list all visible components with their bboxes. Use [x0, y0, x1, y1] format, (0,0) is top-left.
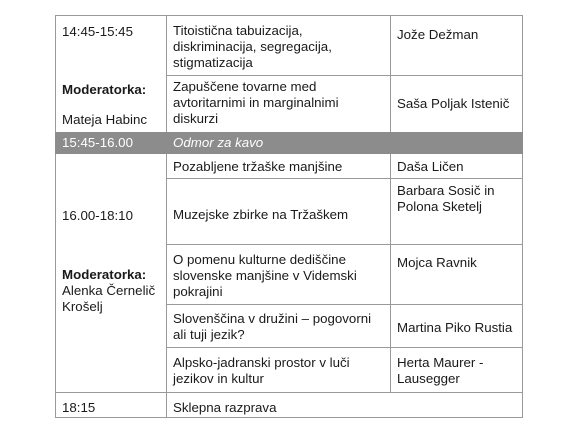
speaker-line: Barbara Sosič in	[397, 183, 495, 198]
table-border-bottom	[55, 417, 523, 418]
session2-talk-4-title	[167, 311, 371, 343]
row-divider	[166, 304, 523, 305]
session2-talk-4-speaker: Martina Piko Rustia	[397, 320, 513, 335]
title-line: Titoistična tabuizacija,	[173, 23, 303, 38]
title-line: stigmatizacija	[173, 55, 253, 70]
session2-talk-2-title: Muzejske zbirke na Tržaškem	[173, 207, 349, 222]
title-line: jezikov in kultur	[173, 371, 264, 386]
row-divider	[55, 392, 523, 393]
closing-time: 18:15	[62, 400, 96, 415]
title-line: pokrajini	[173, 284, 223, 299]
moderator-name-line: Krošelj	[62, 299, 103, 314]
session2-moderator-title: Moderatorka:	[62, 267, 147, 282]
session2-talk-1-title: Pozabljene tržaške manjšine	[173, 159, 343, 174]
break-label: Odmor za kavo	[173, 135, 264, 150]
session2-talk-3-speaker: Mojca Ravnik	[397, 255, 477, 270]
speaker-line: Herta Maurer -	[397, 355, 484, 370]
title-line: O pomenu kulturne dediščine	[173, 252, 346, 267]
session2-talk-3-title	[167, 252, 357, 300]
title-line: Slovenščina v družini – pogovorni	[173, 311, 372, 326]
title-line: diskurzi	[173, 111, 219, 126]
table-border-top	[55, 15, 523, 16]
row-divider	[166, 244, 523, 245]
title-line: Zapuščene tovarne med	[173, 79, 317, 94]
title-line: slovenske manjšine v Videmski	[173, 268, 357, 283]
row-divider	[166, 347, 523, 348]
moderator-name-line: Alenka Černelič	[62, 283, 156, 298]
session1-talk-2-title	[167, 79, 339, 127]
session1-talk-1-speaker: Jože Dežman	[397, 27, 479, 42]
session1-time: 14:45-15:45	[62, 24, 133, 39]
closing-label: Sklepna razprava	[173, 400, 277, 415]
session1-moderator-name: Mateja Habinc	[62, 112, 147, 127]
speaker-line: Lausegger	[397, 371, 460, 386]
title-line: diskriminacija, segregacija,	[173, 39, 332, 54]
break-time: 15:45-16.00	[62, 135, 133, 150]
session1-talk-1-title	[167, 23, 332, 71]
session1-moderator-title: Moderatorka:	[62, 82, 147, 97]
row-divider	[166, 75, 523, 76]
speaker-line: Polona Sketelj	[397, 199, 483, 214]
row-divider	[166, 178, 523, 179]
session2-moderator-name	[56, 283, 155, 315]
title-line: avtoritarnimi in marginalnimi	[173, 95, 339, 110]
session2-talk-5-title	[167, 355, 350, 387]
session2-talk-1-speaker: Daša Ličen	[397, 159, 464, 174]
session2-time: 16.00-18:10	[62, 208, 133, 223]
session2-talk-2-speaker	[391, 183, 495, 215]
session1-talk-2-speaker: Saša Poljak Istenič	[397, 96, 510, 111]
title-line: ali tuji jezik?	[173, 327, 245, 342]
session2-talk-5-speaker	[391, 355, 483, 387]
title-line: Alpsko-jadranski prostor v luči	[173, 355, 350, 370]
